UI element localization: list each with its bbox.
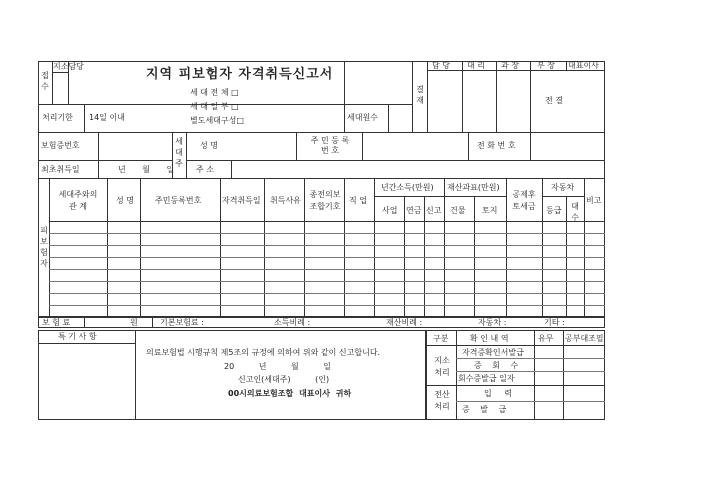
- processing-category: 구분: [433, 334, 449, 343]
- col-resident-no: 주민등록번호: [155, 196, 202, 205]
- col-note: 비고: [586, 196, 602, 205]
- processing-divider: [456, 358, 605, 359]
- address-label: 주 소: [196, 165, 214, 174]
- computer-item: 입 력: [484, 389, 512, 398]
- header-divider: [496, 61, 497, 132]
- household-option-part: 세 대 일 부 □: [190, 102, 239, 111]
- processing-divider: [456, 371, 605, 372]
- col-land: 토지: [482, 206, 498, 215]
- declaration-text: 의료보험법 시행규칙 제5조의 규정에 의하여 위와 같이 신고합니다.: [146, 348, 381, 357]
- receipt-label: 접 수: [41, 71, 49, 91]
- insured-side-label: 피 보 험 자: [40, 226, 48, 268]
- head-divider: [296, 132, 297, 160]
- col-annual-income: 년간소득(만원): [381, 183, 434, 192]
- col-grade: 등급: [546, 206, 562, 215]
- members-divider: [506, 178, 507, 317]
- first-date-label: 최초취득일: [41, 165, 80, 174]
- office-item: 자격증확인서발급: [462, 348, 524, 357]
- members-divider: [444, 178, 445, 317]
- member-row-line: [49, 293, 605, 294]
- summary-divider: [84, 317, 85, 328]
- approval-label: 결 재: [416, 85, 424, 105]
- col-count: 대 수: [571, 202, 579, 222]
- special-notes-label: 특 기 사 항: [58, 332, 97, 341]
- col-pension: 연금: [406, 206, 422, 215]
- household-option-all: 세 대 전 체 □: [190, 88, 239, 97]
- processing-divider: [534, 330, 535, 420]
- col-building: 건물: [450, 206, 466, 215]
- car-fee-label: 자동차 :: [478, 318, 507, 327]
- member-row-line: [49, 221, 605, 222]
- members-divider: [107, 178, 108, 317]
- office-item: 회수증발급 일자: [458, 374, 515, 383]
- phone-label: 전 화 번 호: [477, 141, 516, 150]
- members-divider: [140, 178, 141, 317]
- header-divider: [344, 61, 345, 132]
- addressee-line: 00시의료보험조합 대표이사 귀하: [228, 389, 352, 398]
- declaration-date: 20 년 월 일: [224, 362, 331, 371]
- approval-role: 부 장: [537, 61, 555, 70]
- resident-no-label: 주 민 등 록 번 호: [310, 136, 350, 155]
- members-divider: [220, 178, 221, 317]
- col-report: 신고: [426, 206, 442, 215]
- office-processing-label: 지소 처리: [434, 356, 450, 377]
- office-item: 증 회 수: [474, 361, 519, 370]
- household-count-label: 세대원수: [347, 113, 378, 122]
- property-ratio-label: 재산비례 :: [386, 318, 423, 327]
- first-date-placeholder: 년 월 일: [118, 165, 175, 174]
- processing-divider: [426, 345, 605, 346]
- head-divider: [362, 132, 363, 160]
- col-relation: 세대주와의 관 계: [58, 190, 98, 211]
- members-divider: [374, 178, 375, 317]
- insurance-no-label: 보험증번호: [41, 141, 80, 150]
- head-divider: [38, 178, 605, 179]
- head-divider: [186, 160, 605, 161]
- deadline-label: 처리기한: [42, 113, 73, 122]
- members-divider: [542, 178, 543, 317]
- members-divider: [49, 178, 50, 317]
- processing-confirm: 확 인 내 역: [470, 334, 509, 343]
- head-vertical-label: 세 대 주: [175, 137, 183, 168]
- header-divider: [84, 104, 85, 132]
- household-option-separate: 별도세대구성□: [190, 116, 244, 125]
- col-car: 자동차: [551, 183, 575, 192]
- processing-divider: [426, 385, 605, 386]
- col-prev-insurer: 종전의보 조합기호: [309, 190, 341, 211]
- deadline-value: 14일 이내: [89, 113, 125, 122]
- processing-divider: [456, 401, 605, 402]
- processing-divider: [563, 330, 564, 420]
- members-divider: [584, 178, 585, 317]
- head-divider: [231, 160, 232, 178]
- processing-presence: 유무: [538, 334, 554, 343]
- office-staff-label: 지소담당: [53, 62, 84, 71]
- special-divider: [135, 330, 136, 420]
- approval-role: 담 당: [432, 61, 450, 70]
- processing-official: 공부대조필: [565, 334, 604, 343]
- special-divider: [38, 343, 135, 344]
- won-label: 원: [130, 318, 138, 327]
- approval-role: 과 장: [501, 61, 519, 70]
- col-business: 사업: [382, 206, 398, 215]
- jeongyeol-label: 전 결: [545, 96, 563, 105]
- col-job: 직 업: [349, 196, 367, 205]
- member-row-line: [49, 269, 605, 270]
- summary-row: [38, 317, 605, 328]
- header-divider: [566, 61, 567, 70]
- members-divider: [374, 196, 506, 197]
- head-divider: [468, 132, 469, 160]
- computer-item: 증 발 급: [462, 405, 507, 414]
- head-divider: [38, 160, 172, 161]
- header-divider: [344, 104, 412, 105]
- col-acq-reason: 취득사유: [270, 196, 301, 205]
- summary-divider: [152, 317, 153, 328]
- head-divider: [98, 132, 99, 178]
- col-acq-date: 자격취득일: [222, 196, 261, 205]
- header-divider: [462, 61, 463, 132]
- members-divider: [264, 178, 265, 317]
- form-title: 지역 피보험자 자격취득신고서: [146, 67, 334, 82]
- col-land-tax: 공제후 토세금: [512, 190, 536, 211]
- base-fee-label: 기본보험료 :: [160, 318, 204, 327]
- member-row-line: [49, 245, 605, 246]
- head-divider: [530, 132, 531, 160]
- col-name: 성 명: [116, 196, 134, 205]
- header-divider: [52, 72, 68, 73]
- head-name-label: 성 명: [200, 141, 218, 150]
- other-fee-label: 기타 :: [544, 318, 565, 327]
- col-property-tax: 재산과표(만원): [447, 183, 500, 192]
- income-ratio-label: 소득비례 :: [274, 318, 311, 327]
- header-divider: [427, 61, 428, 132]
- approval-role: 대표이사: [568, 61, 599, 70]
- approval-role: 대 리: [467, 61, 485, 70]
- member-row-line: [49, 257, 605, 258]
- member-row-line: [49, 233, 605, 234]
- header-divider: [388, 104, 389, 132]
- member-row-line: [49, 281, 605, 282]
- member-row-line: [49, 305, 605, 306]
- processing-divider: [456, 330, 457, 420]
- header-divider: [530, 61, 531, 132]
- head-divider: [186, 132, 187, 178]
- header-divider: [412, 61, 413, 132]
- computer-processing-label: 전산 처리: [434, 390, 450, 411]
- members-divider: [542, 196, 584, 197]
- insurance-fee-label: 보 험 료: [42, 318, 71, 327]
- reporter-line: 신고인(세대주) (인): [238, 375, 330, 384]
- header-divider: [38, 132, 605, 133]
